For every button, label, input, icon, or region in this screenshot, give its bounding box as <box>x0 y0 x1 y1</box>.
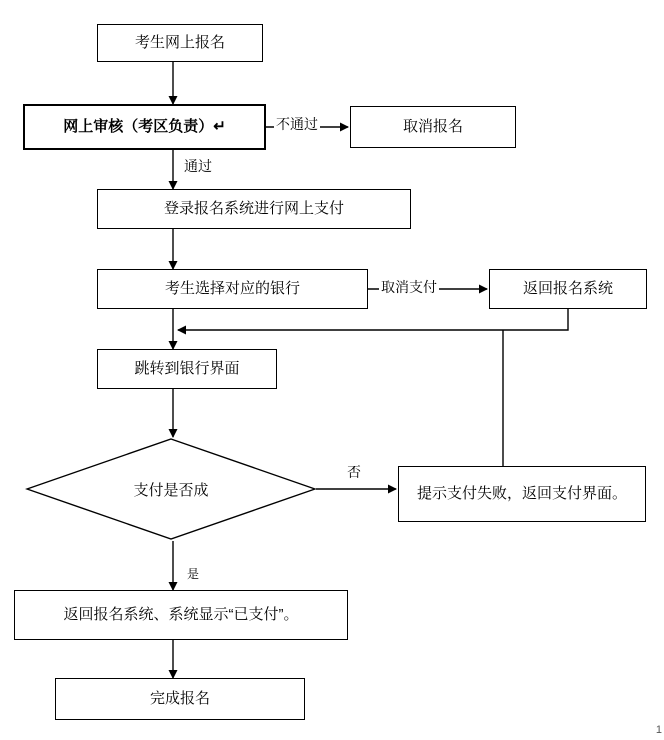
node-label: 完成报名 <box>149 689 210 707</box>
node-label: 支付是否成 <box>133 481 209 499</box>
edge-label-passed: 通过 <box>184 158 212 174</box>
edge-label-cancel-payment: 取消支付 <box>381 279 437 295</box>
node-label: 跳转到银行界面 <box>134 359 240 377</box>
node-jump-to-bank <box>97 349 277 389</box>
node-label: 返回报名系统 <box>522 279 613 297</box>
node-label: 网上审核（考区负责）↵ <box>63 117 226 135</box>
page-corner-mark: 1 <box>655 724 662 736</box>
node-return-registration-system <box>489 269 647 309</box>
node-label: 取消报名 <box>402 117 463 135</box>
edge-label-no: 否 <box>347 464 361 480</box>
node-payment-failed <box>398 466 646 522</box>
node-label: 登录报名系统进行网上支付 <box>163 199 344 217</box>
node-online-registration <box>97 24 263 62</box>
edge-label-yes: 是 <box>187 567 200 581</box>
node-online-review <box>23 104 266 150</box>
node-label: 考生网上报名 <box>134 33 225 51</box>
node-finish-registration <box>55 678 305 720</box>
edge-label-not-passed: 不通过 <box>276 116 318 132</box>
node-label: 提示支付失败，返回支付界面。 <box>416 484 627 502</box>
diamond-shape <box>25 437 317 541</box>
node-select-bank <box>97 269 368 309</box>
node-payment-success-decision <box>25 437 317 541</box>
node-login-payment <box>97 189 411 229</box>
node-label: 返回报名系统、系统显示“已支付”。 <box>63 605 299 623</box>
node-return-paid-status <box>14 590 348 640</box>
node-label: 考生选择对应的银行 <box>164 279 300 297</box>
node-cancel-registration <box>350 106 516 148</box>
